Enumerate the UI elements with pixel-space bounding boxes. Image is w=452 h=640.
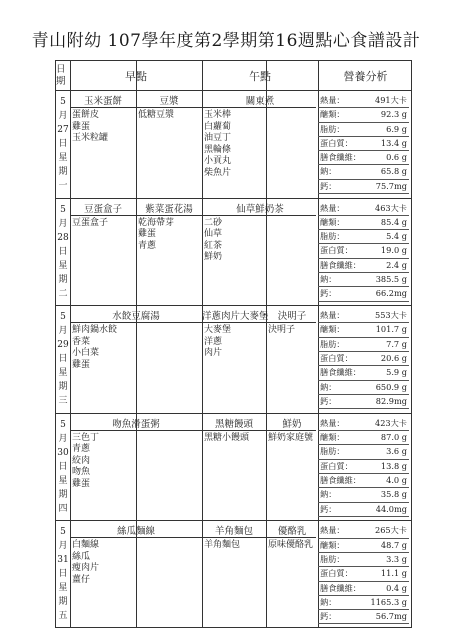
nutrition-row xyxy=(318,216,409,230)
lunch-dish: 洋蔥肉片大麥堡 xyxy=(202,311,269,323)
ingredient-list xyxy=(72,110,108,145)
nutrient-label: 膳食纖維： xyxy=(320,582,361,593)
lunch-dish: 鮮奶 xyxy=(282,418,302,430)
ingredient: 三色丁 xyxy=(72,432,100,443)
date-char: 星 xyxy=(58,475,68,486)
morning-dish: 水餃豆腐湯 xyxy=(112,311,160,323)
ingredient: 鮮奶 xyxy=(204,252,223,263)
lunch-dish: 黑糖饅頭 xyxy=(214,418,253,430)
morning-header: 早點 xyxy=(125,70,147,83)
ingredient-list xyxy=(204,433,249,445)
ingredient: 豆蛋盒子 xyxy=(72,217,109,228)
date-char: 期 xyxy=(58,167,68,177)
ingredient-list xyxy=(72,540,99,586)
date-char: 日 xyxy=(58,569,68,580)
nutrient-label: 熱量： xyxy=(320,417,345,428)
date-char: 三 xyxy=(58,396,68,407)
date-char: 日 xyxy=(58,246,68,257)
table-header xyxy=(56,61,411,91)
nutrition-analysis xyxy=(318,309,409,409)
divider xyxy=(70,215,316,216)
morning-dish: 絲瓜麵線 xyxy=(116,526,155,538)
date-char: 月 xyxy=(58,433,68,444)
nutrition-header: 營養分析 xyxy=(343,70,388,83)
date-char: 星 xyxy=(58,153,68,163)
ingredient-list xyxy=(72,433,99,491)
lunch-header: 午點 xyxy=(249,70,271,83)
nutrient-label: 醣類： xyxy=(320,109,345,120)
ingredient: 白麵線 xyxy=(72,540,100,551)
date-char: 月 xyxy=(58,326,68,337)
ingredient: 白蘿蔔 xyxy=(204,121,232,132)
divider xyxy=(70,430,316,431)
nutrition-row xyxy=(318,202,409,216)
nutrient-value: 553大卡 xyxy=(374,310,407,321)
date-char: 5 xyxy=(60,204,66,215)
nutrition-row xyxy=(318,108,409,122)
ingredient-list xyxy=(204,325,231,360)
ingredient-list xyxy=(204,218,222,264)
nutrient-value: 0.6 g xyxy=(386,152,407,163)
ingredient: 原味優酪乳 xyxy=(268,540,314,551)
ingredient-list xyxy=(72,325,117,371)
nutrient-label: 膳食纖維： xyxy=(320,259,361,270)
nutrient-value: 7.7 g xyxy=(386,338,407,349)
nutrient-value: 35.8 g xyxy=(380,489,407,500)
ingredient: 青蔥 xyxy=(72,444,91,455)
nutrient-value: 19.0 g xyxy=(380,245,407,256)
nutrient-value: 48.7 g xyxy=(380,539,407,550)
nutrition-row xyxy=(318,445,409,459)
ingredient: 黑輪條 xyxy=(204,144,232,155)
ingredient-list xyxy=(72,218,108,230)
nutrient-label: 醣類： xyxy=(320,432,345,443)
nutrition-row xyxy=(318,244,409,258)
ingredient: 洋蔥 xyxy=(204,336,223,347)
day-row xyxy=(56,521,411,629)
date-char: 5 xyxy=(60,312,66,323)
date-char: 月 xyxy=(58,218,68,229)
ingredient: 吻魚 xyxy=(72,467,91,478)
date-char: 四 xyxy=(58,503,68,514)
divider xyxy=(70,322,316,323)
date-char: 星 xyxy=(58,368,68,379)
date-char: 月 xyxy=(58,111,68,121)
ingredient: 二砂 xyxy=(204,217,223,228)
nutrient-value: 5.4 g xyxy=(386,231,407,242)
ingredient-list xyxy=(268,540,313,552)
ingredient: 大麥堡 xyxy=(204,325,232,336)
menu-table xyxy=(55,60,412,628)
lunch-dish: 決明子 xyxy=(277,311,307,323)
day-date xyxy=(56,310,70,408)
nutrient-value: 13.8 g xyxy=(380,460,407,471)
nutrient-label: 蛋白質： xyxy=(320,353,353,364)
nutrition-row xyxy=(318,524,409,538)
date-char: 二 xyxy=(58,288,68,299)
nutrient-value: 11.1 g xyxy=(380,568,407,579)
nutrition-analysis xyxy=(318,524,409,624)
nutrient-value: 1165.3 g xyxy=(370,596,407,607)
nutrition-row xyxy=(318,123,409,137)
date-char: 5 xyxy=(60,97,66,107)
nutrient-label: 蛋白質： xyxy=(320,568,353,579)
nutrient-label: 熱量： xyxy=(320,95,345,105)
nutrition-row xyxy=(318,539,409,553)
morning-dish: 吻魚滑蛋粥 xyxy=(112,418,160,430)
day-date xyxy=(56,418,70,516)
nutrient-value: 20.6 g xyxy=(380,353,407,364)
lunch-dish: 仙草鮮奶茶 xyxy=(236,203,284,215)
ingredient: 鮮肉鍋水餃 xyxy=(72,325,118,336)
ingredient-list xyxy=(204,540,240,552)
nutrient-label: 鈉： xyxy=(320,274,337,285)
date-char: 一 xyxy=(58,181,68,191)
nutrient-label: 醣類： xyxy=(320,216,345,227)
lunch-dish: 優酪乳 xyxy=(277,526,307,538)
nutrient-value: 66.2mg xyxy=(375,288,407,299)
nutrition-analysis xyxy=(318,202,409,302)
ingredient: 決明子 xyxy=(268,325,296,336)
nutrition-analysis xyxy=(318,417,409,517)
day-date xyxy=(56,203,70,301)
date-char: 期 xyxy=(58,489,68,500)
nutrient-value: 75.7mg xyxy=(375,180,407,191)
nutrient-label: 蛋白質： xyxy=(320,137,353,148)
nutrient-label: 鈉： xyxy=(320,166,337,177)
date-char: 五 xyxy=(58,611,68,622)
nutrient-value: 92.3 g xyxy=(380,109,407,120)
date-char: 29 xyxy=(57,340,69,351)
nutrient-label: 熱量： xyxy=(320,525,345,536)
nutrient-value: 650.9 g xyxy=(375,381,407,392)
nutrient-label: 鈣： xyxy=(320,180,337,191)
ingredient: 鮮奶家庭號 xyxy=(268,432,314,443)
date-char: 日 xyxy=(58,354,68,365)
nutrition-row xyxy=(318,338,409,352)
nutrient-label: 蛋白質： xyxy=(320,460,353,471)
ingredient: 雞蛋 xyxy=(72,121,91,132)
nutrition-row xyxy=(318,503,409,517)
date-char: 27 xyxy=(57,125,69,135)
nutrient-value: 265大卡 xyxy=(374,525,407,536)
nutrient-value: 0.4 g xyxy=(386,582,407,593)
nutrient-value: 85.4 g xyxy=(380,216,407,227)
nutrition-row xyxy=(318,273,409,287)
lunch-dish: 羊角麵包 xyxy=(214,526,253,538)
ingredient: 黑糖小饅頭 xyxy=(204,432,250,443)
nutrient-value: 82.9mg xyxy=(375,395,407,406)
ingredient: 肉片 xyxy=(204,348,223,359)
nutrient-label: 脂肪： xyxy=(320,446,345,457)
nutrient-value: 101.7 g xyxy=(375,324,407,335)
day-row xyxy=(56,91,411,199)
ingredient: 雞蛋 xyxy=(138,229,157,240)
nutrition-analysis xyxy=(318,94,409,194)
ingredient: 小貢丸 xyxy=(204,156,232,166)
nutrient-label: 脂肪： xyxy=(320,553,345,564)
nutrition-row xyxy=(318,381,409,395)
nutrient-value: 3.3 g xyxy=(386,553,407,564)
ingredient: 玉米粒罐 xyxy=(72,133,109,143)
date-char: 期 xyxy=(58,382,68,393)
nutrient-label: 熱量： xyxy=(320,310,345,321)
nutrient-label: 脂肪： xyxy=(320,123,345,134)
ingredient-list xyxy=(268,325,295,337)
nutrient-value: 6.9 g xyxy=(386,123,407,134)
ingredient: 薑仔 xyxy=(72,574,91,585)
ingredient: 仙草 xyxy=(204,229,223,240)
page-title: 青山附幼 107學年度第2學期第16週點心食譜設計 xyxy=(31,31,421,51)
nutrition-row xyxy=(318,417,409,431)
divider xyxy=(70,107,316,108)
nutrient-label: 鈣： xyxy=(320,395,337,406)
nutrition-row xyxy=(318,553,409,567)
ingredient: 瘦肉片 xyxy=(72,563,100,574)
date-char: 月 xyxy=(58,541,68,552)
nutrition-row xyxy=(318,395,409,409)
nutrient-value: 3.6 g xyxy=(386,446,407,457)
lunch-dish: 關東煮 xyxy=(245,96,275,107)
nutrient-label: 鈣： xyxy=(320,503,337,514)
nutrient-label: 脂肪： xyxy=(320,338,345,349)
ingredient: 蛋餅皮 xyxy=(72,110,100,120)
day-date xyxy=(56,95,70,193)
morning-dish: 豆蛋盒子 xyxy=(83,203,122,215)
nutrient-value: 463大卡 xyxy=(374,202,407,213)
ingredient: 柴魚片 xyxy=(204,167,232,178)
day-row xyxy=(56,199,411,307)
ingredient: 油豆丁 xyxy=(204,133,232,143)
day-row xyxy=(56,306,411,414)
nutrition-row xyxy=(318,137,409,151)
ingredient-list xyxy=(204,110,231,179)
nutrition-row xyxy=(318,323,409,337)
date-char: 日 xyxy=(58,461,68,472)
ingredient: 羊角麵包 xyxy=(204,540,241,551)
date-char: 星 xyxy=(58,260,68,271)
ingredient: 絲瓜 xyxy=(72,551,91,562)
nutrient-label: 膳食纖維： xyxy=(320,474,361,485)
ingredient: 青蔥 xyxy=(138,240,157,251)
nutrition-row xyxy=(318,610,409,624)
nutrient-label: 鈉： xyxy=(320,596,337,607)
nutrient-value: 4.0 g xyxy=(386,474,407,485)
nutrient-label: 蛋白質： xyxy=(320,245,353,256)
nutrient-value: 423大卡 xyxy=(374,417,407,428)
nutrition-row xyxy=(318,474,409,488)
nutrient-value: 491大卡 xyxy=(374,95,407,105)
ingredient-list xyxy=(138,218,174,253)
ingredient: 雞蛋 xyxy=(72,359,91,370)
nutrient-value: 13.4 g xyxy=(380,137,407,148)
nutrition-row xyxy=(318,94,409,108)
date-char: 5 xyxy=(60,419,66,430)
date-char: 5 xyxy=(60,527,66,538)
ingredient: 玉米棒 xyxy=(204,110,232,120)
day-date xyxy=(56,525,70,623)
ingredient: 絞肉 xyxy=(72,455,91,466)
date-char: 星 xyxy=(58,583,68,594)
nutrition-row xyxy=(318,165,409,179)
ingredient: 香菜 xyxy=(72,336,91,347)
nutrient-value: 56.7mg xyxy=(375,611,407,622)
nutrient-value: 87.0 g xyxy=(380,432,407,443)
nutrient-label: 脂肪： xyxy=(320,231,345,242)
nutrition-row xyxy=(318,431,409,445)
nutrition-row xyxy=(318,230,409,244)
nutrition-row xyxy=(318,309,409,323)
ingredient: 低糖豆漿 xyxy=(138,110,175,120)
nutrient-value: 44.0mg xyxy=(375,503,407,514)
morning-dish: 紫菜蛋花湯 xyxy=(145,203,193,215)
nutrient-label: 鈣： xyxy=(320,611,337,622)
nutrition-row xyxy=(318,596,409,610)
morning-dish: 豆漿 xyxy=(159,96,179,107)
ingredient: 小白菜 xyxy=(72,348,100,359)
nutrition-row xyxy=(318,259,409,273)
ingredient: 紅茶 xyxy=(204,240,223,251)
ingredient: 乾海帶芽 xyxy=(138,217,175,228)
nutrient-label: 熱量： xyxy=(320,202,345,213)
date-header: 日期 xyxy=(56,64,66,87)
nutrition-row xyxy=(318,151,409,165)
nutrient-label: 膳食纖維： xyxy=(320,152,361,163)
date-char: 31 xyxy=(57,555,69,566)
nutrition-row xyxy=(318,582,409,596)
nutrient-label: 鈉： xyxy=(320,381,337,392)
nutrition-row xyxy=(318,366,409,380)
nutrition-row xyxy=(318,180,409,194)
date-char: 28 xyxy=(57,232,69,243)
date-char: 期 xyxy=(58,597,68,608)
nutrition-row xyxy=(318,352,409,366)
nutrient-value: 65.8 g xyxy=(380,166,407,177)
nutrient-label: 鈉： xyxy=(320,489,337,500)
nutrition-row xyxy=(318,488,409,502)
ingredient-list xyxy=(138,110,174,122)
date-char: 期 xyxy=(58,274,68,285)
date-char: 日 xyxy=(58,139,68,149)
nutrient-label: 膳食纖維： xyxy=(320,367,361,378)
nutrition-row xyxy=(318,567,409,581)
nutrient-label: 醣類： xyxy=(320,324,345,335)
day-row xyxy=(56,414,411,522)
morning-dish: 玉米蛋餅 xyxy=(83,96,122,107)
nutrition-row xyxy=(318,460,409,474)
nutrient-value: 2.4 g xyxy=(386,259,407,270)
nutrient-value: 5.9 g xyxy=(386,367,407,378)
nutrient-value: 385.5 g xyxy=(375,274,407,285)
ingredient: 雞蛋 xyxy=(72,478,91,489)
divider xyxy=(70,537,316,538)
nutrition-row xyxy=(318,287,409,301)
nutrient-label: 鈣： xyxy=(320,288,337,299)
nutrient-label: 醣類： xyxy=(320,539,345,550)
ingredient-list xyxy=(268,433,313,445)
date-char: 30 xyxy=(57,447,69,458)
